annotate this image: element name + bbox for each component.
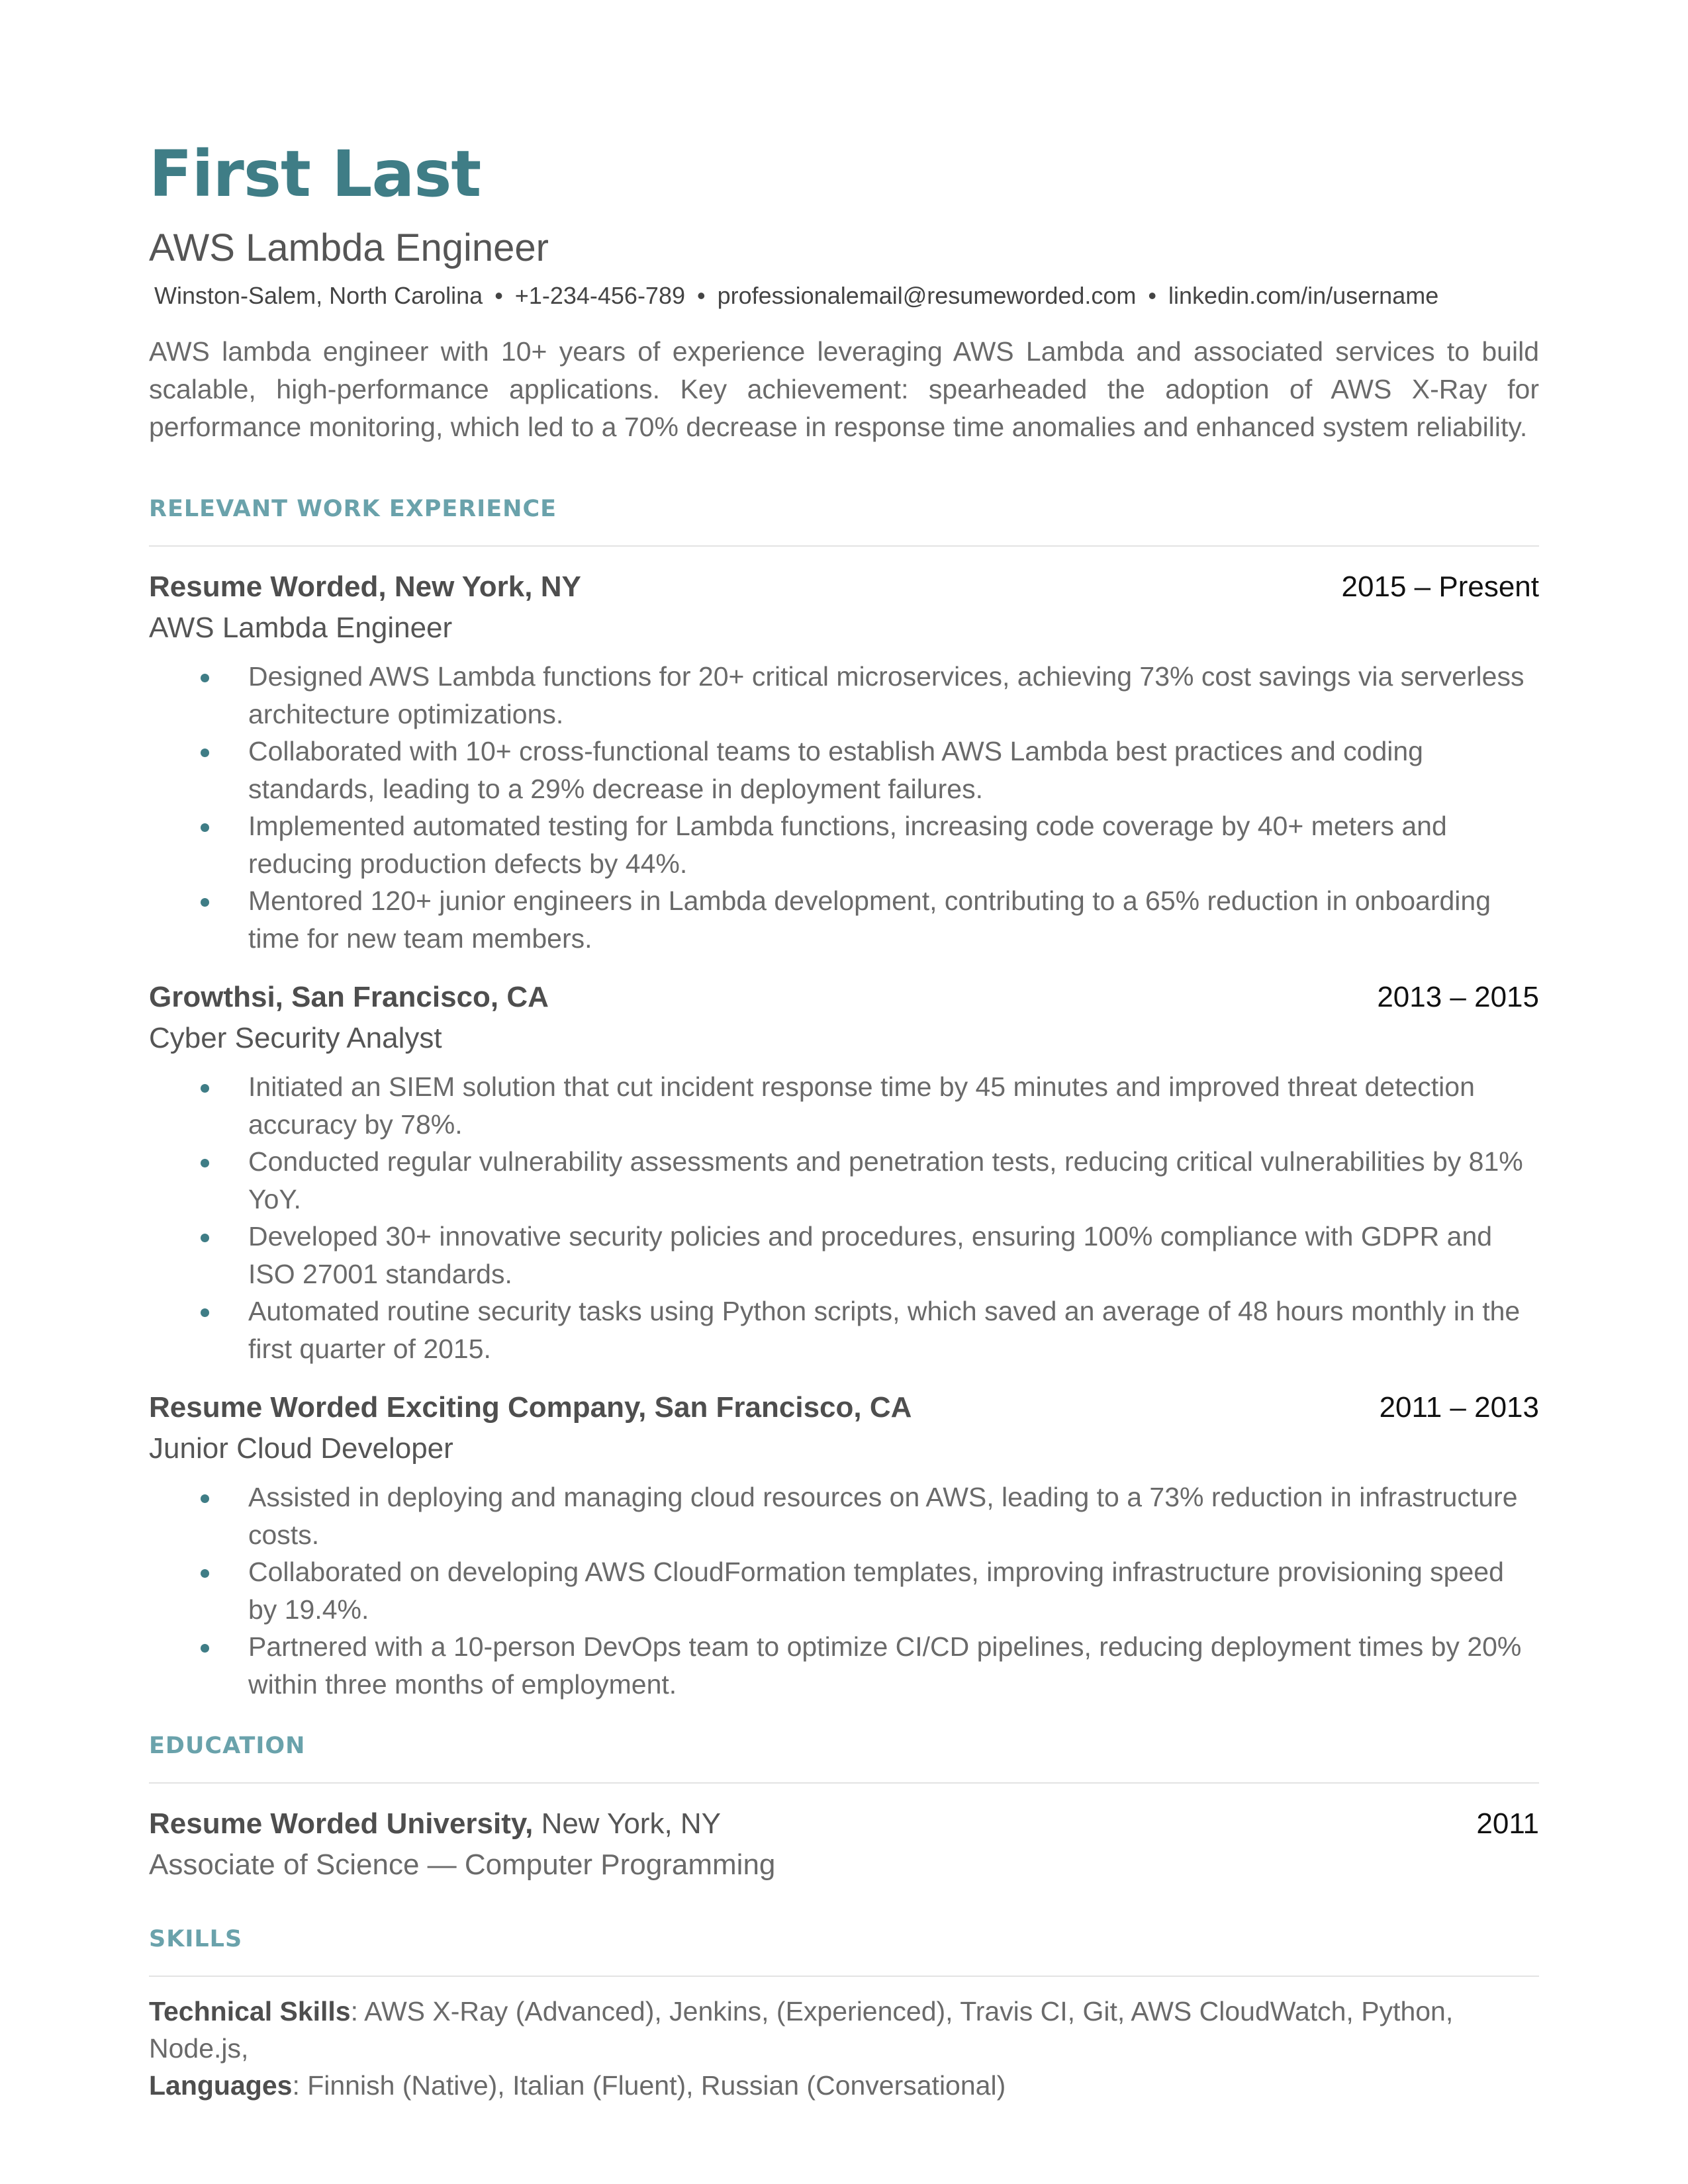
list-item (149, 733, 1539, 807)
education-year: 2011 (1476, 1807, 1539, 1840)
list-item (149, 882, 1539, 957)
list-item (149, 1479, 1539, 1553)
experience-list (149, 567, 1539, 1703)
education-location: New York, NY (541, 1807, 722, 1840)
bullet-text: Designed AWS Lambda functions for 20+ critical microservices, achieving 73% cost savings via serverless architecture optimizations. (248, 661, 1524, 729)
bullet-text: Mentored 120+ junior engineers in Lambda development, contributing to a 65% reduction in onboarding time for new team members. (248, 886, 1491, 954)
list-item (149, 1143, 1539, 1218)
experience-company: Resume Worded, New York, NY (149, 570, 581, 603)
list-item (149, 1293, 1539, 1367)
experience-company: Growthsi, San Francisco, CA (149, 981, 549, 1013)
bullet-text: Collaborated on developing AWS CloudFormation templates, improving infrastructure provisioning speed by 19.4%. (248, 1557, 1504, 1625)
technical-skills-label: Technical Skills (149, 1996, 351, 2026)
list-item (149, 1553, 1539, 1628)
technical-skills-line (149, 1993, 1539, 2067)
bullet-dot-icon (201, 674, 209, 682)
bullet-dot-icon (201, 1644, 209, 1653)
education-school: Resume Worded University, (149, 1807, 534, 1840)
bullet-dot-icon (201, 1159, 209, 1167)
candidate-title: AWS Lambda Engineer (149, 226, 549, 269)
candidate-name: First Last (149, 137, 481, 211)
education-entry (149, 1803, 1539, 1886)
languages-label: Languages (149, 2070, 293, 2101)
bullet-text: Initiated an SIEM solution that cut incident response time by 45 minutes and improved threat detection accuracy by 78%. (248, 1071, 1475, 1140)
contact-phone: +1-234-456-789 (514, 282, 685, 309)
experience-role: Junior Cloud Developer (149, 1432, 453, 1465)
experience-dates: 2011 – 2013 (1379, 1391, 1539, 1424)
experience-bullets (149, 1479, 1539, 1703)
experience-dates: 2015 – Present (1341, 570, 1539, 603)
bullet-text: Implemented automated testing for Lambda functions, increasing code coverage by 40+ meters and reducing production defects by 44%. (248, 811, 1447, 879)
resume-page (149, 129, 1539, 2104)
bullet-dot-icon (201, 1234, 209, 1242)
experience-company: Resume Worded Exciting Company, San Francisco, CA (149, 1391, 912, 1424)
contact-separator: • (494, 282, 503, 309)
contact-location: Winston-Salem, North Carolina (154, 282, 483, 309)
bullet-dot-icon (201, 823, 209, 832)
languages-value: : Finnish (Native), Italian (Fluent), Russian (Conversational) (292, 2070, 1006, 2101)
education-school-line (149, 1803, 721, 1844)
bullet-dot-icon (201, 1494, 209, 1503)
list-item (149, 658, 1539, 733)
contact-email[interactable]: professionalemail@resumeworded.com (717, 282, 1137, 309)
contact-line (149, 279, 1539, 313)
list-item (149, 1218, 1539, 1293)
bullet-text: Assisted in deploying and managing cloud resources on AWS, leading to a 73% reduction in infrastructure costs. (248, 1482, 1518, 1550)
experience-role: AWS Lambda Engineer (149, 612, 453, 644)
experience-dates: 2013 – 2015 (1377, 981, 1539, 1013)
experience-bullets (149, 1068, 1539, 1367)
experience-entry (149, 567, 1539, 957)
education-degree: Associate of Science — Computer Programming (149, 1848, 776, 1881)
section-divider (149, 1782, 1539, 1784)
experience-entry (149, 977, 1539, 1367)
contact-separator: • (1148, 282, 1157, 309)
contact-separator: • (697, 282, 706, 309)
bullet-dot-icon (201, 1308, 209, 1317)
education-section-title: EDUCATION (149, 1733, 306, 1759)
bullet-dot-icon (201, 1084, 209, 1093)
skills-section-title: SKILLS (149, 1926, 243, 1952)
bullet-text: Developed 30+ innovative security policies and procedures, ensuring 100% compliance with GDPR and ISO 27001 standards. (248, 1221, 1493, 1289)
bullet-text: Automated routine security tasks using Python scripts, which saved an average of 48 hours monthly in the first quarter of 2015. (248, 1296, 1521, 1364)
experience-role: Cyber Security Analyst (149, 1022, 442, 1054)
technical-skills-value: : AWS X-Ray (Advanced), Jenkins, (Experienced), Travis CI, Git, AWS CloudWatch, Python, Node.js, (149, 1996, 1454, 2064)
bullet-text: Conducted regular vulnerability assessments and penetration tests, reducing critical vulnerabilities by 81% YoY. (248, 1146, 1523, 1214)
list-item (149, 1068, 1539, 1143)
summary-paragraph: AWS lambda engineer with 10+ years of experience leveraging AWS Lambda and associated services to build scalable, high-performance applications. Key achievement: spearheaded the adoption of AWS X-Ray for performance monitoring, which led to a 70% decrease in response time anomalies and enhanced system reliability. (149, 336, 1539, 442)
list-item (149, 1628, 1539, 1703)
section-divider (149, 545, 1539, 547)
list-item (149, 807, 1539, 882)
experience-entry (149, 1387, 1539, 1703)
section-divider (149, 1976, 1539, 1977)
experience-section-title: RELEVANT WORK EXPERIENCE (149, 496, 557, 522)
experience-bullets (149, 658, 1539, 957)
bullet-dot-icon (201, 1569, 209, 1578)
bullet-text: Partnered with a 10-person DevOps team to optimize CI/CD pipelines, reducing deployment times by 20% within three months of employment. (248, 1631, 1522, 1700)
languages-line (149, 2067, 1539, 2104)
skills-block (149, 1993, 1539, 2104)
bullet-text: Collaborated with 10+ cross-functional teams to establish AWS Lambda best practices and coding standards, leading to a 29% decrease in deployment failures. (248, 736, 1423, 804)
contact-linkedin[interactable]: linkedin.com/in/username (1168, 282, 1439, 309)
bullet-dot-icon (201, 749, 209, 757)
bullet-dot-icon (201, 898, 209, 907)
